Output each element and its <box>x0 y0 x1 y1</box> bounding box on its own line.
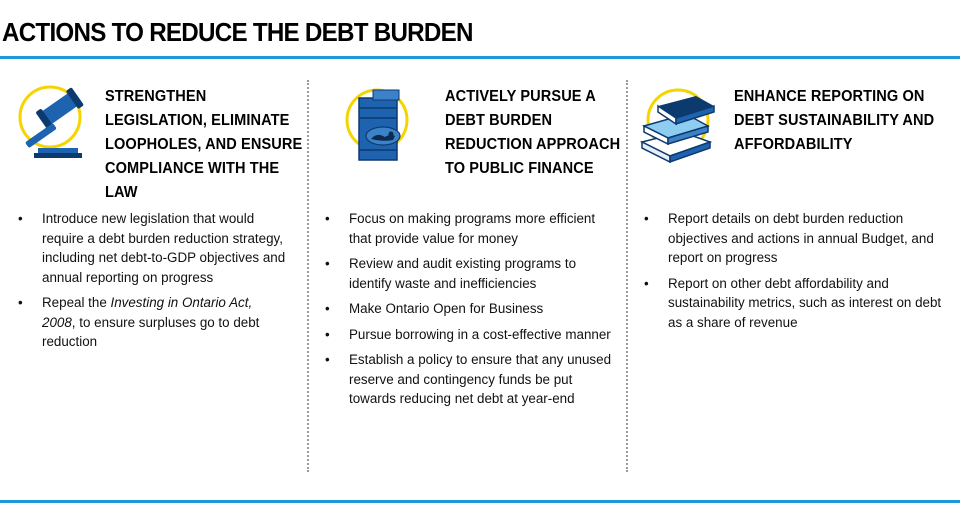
column-heading: STRENGTHEN LEGISLATION, ELIMINATE LOOPHOLES, AND ENSURE COMPLIANCE WITH THE LAW <box>105 88 303 201</box>
column-heading: ACTIVELY PURSUE A DEBT BURDEN REDUCTION APPROACH TO PUBLIC FINANCE <box>445 88 621 177</box>
list-item: • Repeal the Investing in Ontario Act, 2008, to ensure surpluses go to debt reduction <box>18 293 288 352</box>
bullet-list <box>644 209 949 338</box>
list-item: • Review and audit existing programs to identify waste and inefficiencies <box>325 254 617 293</box>
list-item: • Make Ontario Open for Business <box>325 299 617 319</box>
column-heading: ENHANCE REPORTING ON DEBT SUSTAINABILITY AND AFFORDABILITY <box>734 88 935 153</box>
loonie-coin-stack-icon <box>343 84 423 164</box>
list-item: • Introduce new legislation that would require a debt burden reduction strategy, including net debt-to-GDP objectives and annual reporting on progress <box>18 209 288 287</box>
column-divider <box>626 80 628 472</box>
page-title: ACTIONS TO REDUCE THE DEBT BURDEN <box>2 17 473 47</box>
bottom-rule <box>0 500 960 503</box>
top-rule <box>0 56 960 59</box>
bullet-list <box>325 209 617 415</box>
books-icon <box>636 84 716 164</box>
list-item: • Report on other debt affordability and sustainability metrics, such as interest on debt as a share of revenue <box>644 274 949 333</box>
gavel-icon <box>18 84 98 164</box>
list-item: • Pursue borrowing in a cost-effective manner <box>325 325 617 345</box>
list-item: • Establish a policy to ensure that any unused reserve and contingency funds be put towards reducing net debt at year-end <box>325 350 617 409</box>
list-item: • Focus on making programs more efficient that provide value for money <box>325 209 617 248</box>
column-divider <box>307 80 309 472</box>
bullet-list <box>18 209 288 358</box>
list-item: • Report details on debt burden reduction objectives and actions in annual Budget, and report on progress <box>644 209 949 268</box>
